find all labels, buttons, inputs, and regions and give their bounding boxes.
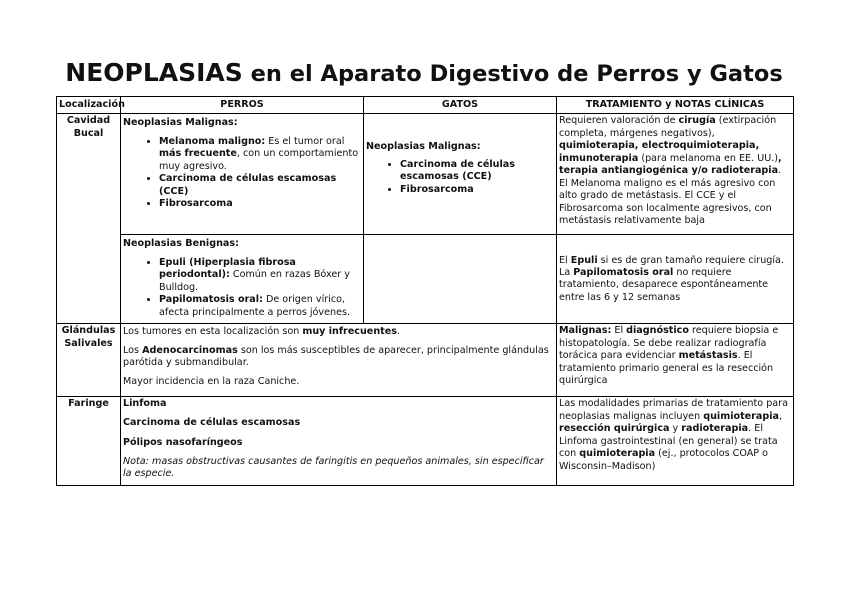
title-main: NEOPLASIAS xyxy=(65,58,243,87)
gatos-malignas-list xyxy=(366,159,554,196)
perros-malignas-heading: Neoplasias Malignas: xyxy=(123,117,238,129)
cell-gatos-benignas xyxy=(364,235,557,324)
perros-malignas-list xyxy=(123,136,361,211)
header-localizacion: Localización xyxy=(57,97,121,114)
list-item: • Papilomatosis oral: De origen vírico, afecta principalmente a perros jóvenes. xyxy=(159,294,361,319)
cell-faringe-descripcion xyxy=(121,397,557,486)
cell-trat-benignas: El Epuli si es de gran tamaño requiere cirugía. La Papilomatosis oral no requiere tratamiento, desaparece espontáneamente entre las 6 y 12 semanas xyxy=(557,235,794,324)
header-gatos: GATOS xyxy=(364,97,557,114)
loc-cavidad-bucal: Cavidad Bucal xyxy=(57,114,121,324)
cell-gatos-malignas xyxy=(364,114,557,235)
list-item: • Fibrosarcoma xyxy=(159,198,361,210)
glandulas-p1: Los tumores en esta localización son muy infrecuentes. xyxy=(123,326,401,338)
list-item: • Carcinoma de células escamosas (CCE) xyxy=(159,173,361,198)
faringe-item-polipos: Pólipos nasofaríngeos xyxy=(123,437,243,449)
loc-faringe: Faringe xyxy=(57,397,121,486)
table-row xyxy=(57,114,794,235)
cell-trat-malignas: Requieren valoración de cirugía (extirpación completa, márgenes negativos), quimioterapia, electroquimioterapia, inmunoterapia (para melanoma en EE. UU.), terapia antiangiogénica y/o radioterapia. El Melanoma maligno es el más agresivo con alto grado de metástasis. El CCE y el Fibrosarcoma son localmente agresivos, con metástasis relativamente baja xyxy=(557,114,794,235)
cell-trat-faringe: Las modalidades primarias de tratamiento para neoplasias malignas incluyen quimioterapia, resección quirúrgica y radioterapia. El Linfoma gastrointestinal (en general) se trata con quimioterapia (ej., protocolos COAP o Wisconsin–Madison) xyxy=(557,397,794,486)
table-row xyxy=(57,235,794,324)
cell-perros-malignas xyxy=(121,114,364,235)
gatos-malignas-heading: Neoplasias Malignas: xyxy=(366,140,481,152)
glandulas-p2: Los Adenocarcinomas son los más susceptibles de aparecer, principalmente glándulas parótida y submandibular. xyxy=(123,344,549,369)
cell-glandulas-descripcion xyxy=(121,324,557,397)
header-tratamiento: TRATAMIENTO y NOTAS CLÍNICAS xyxy=(557,97,794,114)
faringe-item-cce: Carcinoma de células escamosas xyxy=(123,416,301,428)
list-item: • Carcinoma de células escamosas (CCE) xyxy=(400,159,554,184)
glandulas-p3: Mayor incidencia en la raza Caniche. xyxy=(123,375,300,387)
title-rest: en el Aparato Digestivo de Perros y Gatos xyxy=(250,61,783,87)
neoplasias-table xyxy=(56,96,794,486)
faringe-item-linfoma: Linfoma xyxy=(123,398,167,410)
cell-trat-glandulas: Malignas: El diagnóstico requiere biopsia e histopatología. Se debe realizar radiografía torácica para evidenciar metástasis. El tratamiento primario general es la resección quirúrgica xyxy=(557,324,794,397)
cell-perros-benignas xyxy=(121,235,364,324)
table-row xyxy=(57,324,794,397)
header-row xyxy=(57,97,794,114)
table-row xyxy=(57,397,794,486)
page-title xyxy=(0,58,848,87)
list-item: • Fibrosarcoma xyxy=(400,184,554,196)
loc-glandulas-salivales: Glándulas Salivales xyxy=(57,324,121,397)
list-item: • Melanoma maligno: Es el tumor oral más frecuente, con un comportamiento muy agresivo. xyxy=(159,136,361,173)
list-item: • Epuli (Hiperplasia fibrosa periodontal): Común en razas Bóxer y Bulldog. xyxy=(159,257,361,294)
perros-benignas-heading: Neoplasias Benignas: xyxy=(123,238,239,250)
header-perros: PERROS xyxy=(121,97,364,114)
perros-benignas-list xyxy=(123,257,361,319)
faringe-note: Nota: masas obstructivas causantes de faringitis en pequeños animales, sin especificar la especie. xyxy=(123,455,544,480)
